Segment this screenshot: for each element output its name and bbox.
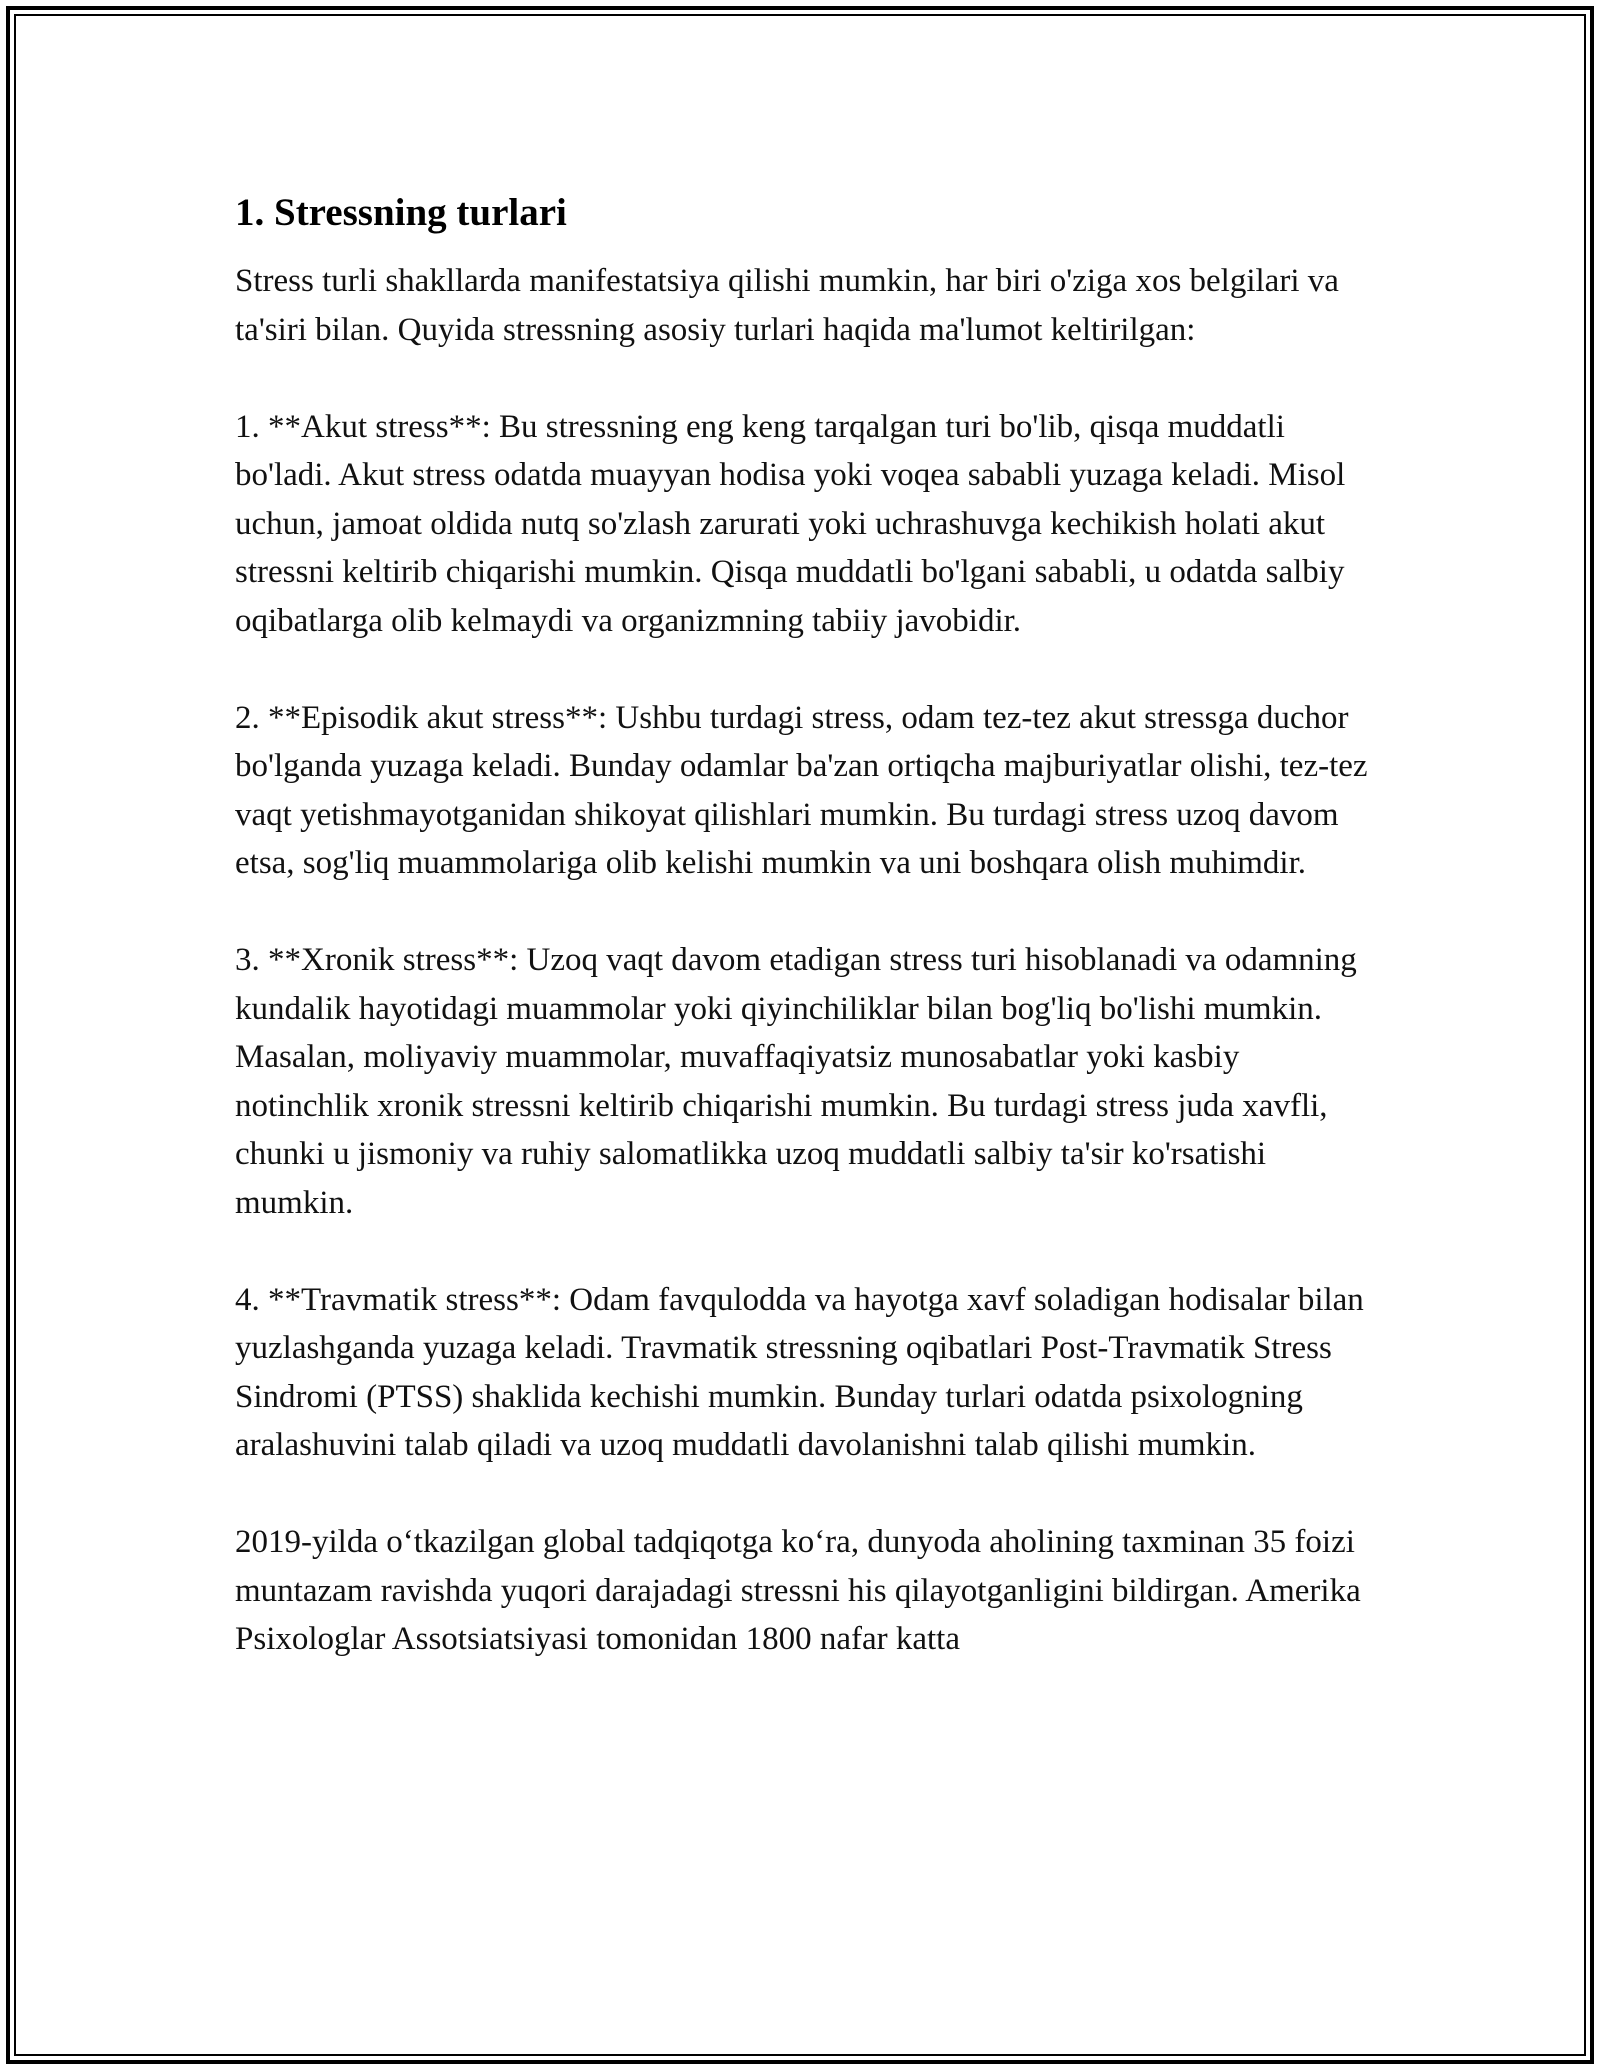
section-heading: 1. Stressning turlari [235,191,567,234]
traumatic-stress-paragraph: 4. **Travmatik stress**: Odam favqulodda va hayotga xavf soladigan hodisalar bilan yuzlashganda yuzaga keladi. Travmatik stressning oqibatlari Post-Travmatik Stress Sindromi (PTSS) shaklida kechishi mumkin. Bunday turlari odatda psixologning aralashuvini talab qiladi va uzoq muddatli davolanishni talab qilishi mumkin. [235,1281,1364,1463]
intro-paragraph: Stress turli shakllarda manifestatsiya qilishi mumkin, har biri o'ziga xos belgilari va ta'siri bilan. Quyida stressning asosiy turlari haqida ma'lumot keltirilgan: [235,263,1339,348]
document-body [235,185,1370,1664]
episodic-acute-stress-paragraph: 2. **Episodik akut stress**: Ushbu turdagi stress, odam tez-tez akut stressga duchor bo'lganda yuzaga keladi. Bunday odamlar ba'zan ortiqcha majburiyatlar olishi, tez-tez vaqt yetishmayotganidan shikoyat qilishlari mumkin. Bu turdagi stress uzoq davom etsa, sog'liq muammolariga olib kelishi mumkin va uni boshqara olish muhimdir. [235,699,1368,881]
statistics-paragraph: 2019-yilda oʻtkazilgan global tadqiqotga koʻra, dunyoda aholining taxminan 35 foizi muntazam ravishda yuqori darajadagi stressni his qilayotganligini bildirgan. Amerika Psixologlar Assotsiatsiyasi tomonidan 1800 nafar katta [235,1524,1361,1657]
acute-stress-paragraph: 1. **Akut stress**: Bu stressning eng keng tarqalgan turi bo'lib, qisqa muddatli bo'ladi. Akut stress odatda muayyan hodisa yoki voqea sababli yuzaga keladi. Misol uchun, jamoat oldida nutq so'zlash zarurati yoki uchrashuvga kechikish holati akut stressni keltirib chiqarishi mumkin. Qisqa muddatli bo'lgani sababli, u odatda salbiy oqibatlarga olib kelmaydi va organizmning tabiiy javobidir. [235,408,1346,639]
chronic-stress-paragraph: 3. **Xronik stress**: Uzoq vaqt davom etadigan stress turi hisoblanadi va odamning kundalik hayotidagi muammolar yoki qiyinchiliklar bilan bog'liq bo'lishi mumkin. Masalan, moliyaviy muammolar, muvaffaqiyatsiz munosabatlar yoki kasbiy notinchlik xronik stressni keltirib chiqarishi mumkin. Bu turdagi stress juda xavfli, chunki u jismoniy va ruhiy salomatlikka uzoq muddatli salbiy ta'sir ko'rsatishi mumkin. [235,942,1357,1221]
